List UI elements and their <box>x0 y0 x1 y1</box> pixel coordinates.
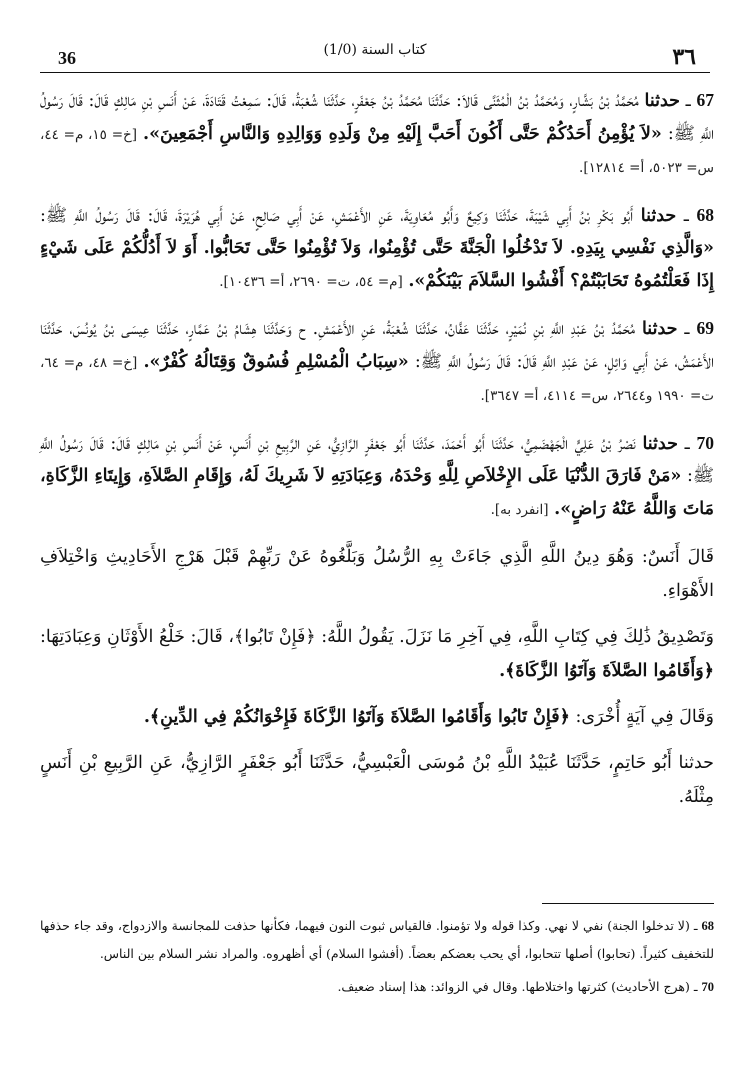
page-header <box>40 34 710 70</box>
hadith-number: 69 <box>696 318 714 338</box>
isnad-text: أَبُو بَكْرِ بْنُ أَبِي شَيْبَةَ، حَدَّثَنَا وَكِيعٌ وَأَبُو مُعَاوِيَةَ، عَنِ الأَعْمَشِ، عَنْ أَبِي صَالِحٍ، عَنْ أَبِي هُرَيْرَةَ، قَالَ: قَالَ رَسُولُ اللَّهِ ﷺ: <box>40 205 634 226</box>
hadith-lead: حدثنا <box>644 91 680 111</box>
hadith-matn: «لاَ يُؤْمِنُ أَحَدُكُمْ حَتَّى أَكُونَ أَحَبَّ إِلَيْهِ مِنْ وَلَدِهِ وَوَالِدِهِ وَالنَّاسِ أَجْمَعِينَ». <box>143 123 662 144</box>
continuation-paragraph <box>40 540 714 608</box>
hadith-number: 67 <box>696 90 714 110</box>
isnad-text: نَصْرُ بْنُ عَلِيٍّ الْجَهْضَمِيُّ، حَدَّثَنَا أَبُو أَحْمَدَ، حَدَّثَنَا أَبُو جَعْفَرٍ الرَّازِيُّ، عَنِ الرَّبِيعِ بْنِ أَنَسٍ، عَنْ أَنَسِ بْنِ مَالِكٍ قَالَ: قَالَ رَسُولُ اللَّهِ ﷺ: <box>40 433 714 486</box>
footnote-number: 70 <box>701 980 714 994</box>
isnad-text: مُحَمَّدُ بْنُ عَبْدِ اللَّهِ بْنِ نُمَيْرٍ، حَدَّثَنَا عَفَّانُ، حَدَّثَنَا شُعْبَةُ، عَنِ الأَعْمَشِ. ح وَحَدَّثَنَا هِشَامُ بْنُ عَمَّارٍ، حَدَّثَنَا عِيسَى بْنُ يُونُسَ، حَدَّثَنَا الأَعْمَشُ، عَنْ أَبِي وَائِلٍ، عَنْ عَبْدِ اللَّهِ قَالَ: قَالَ رَسُولُ اللَّهِ ﷺ: <box>40 319 714 372</box>
continuation-text: قَالَ أَنَسٌ: وَهُوَ دِينُ اللَّهِ الَّذِي جَاءَتْ بِهِ الرُّسُلُ وَبَلَّغُوهُ عَنْ رَبِّهِمْ قَبْلَ هَرْجِ الأَحَادِيثِ وَاخْتِلاَفِ الأَهْوَاءِ. <box>40 547 714 601</box>
hadith-lead: حدثنا <box>641 319 678 339</box>
continuation-paragraph <box>40 700 714 734</box>
hadith-matn: «سِبَابُ الْمُسْلِمِ فُسُوقٌ وَقِتَالُهُ كُفْرٌ». <box>143 351 409 372</box>
continuation-paragraph <box>40 746 714 814</box>
hadith-reference: [خ= ١٥، م= ٤٤، س= ٥٠٢٣، أ= ١٢٨١٤]. <box>40 126 714 176</box>
header-rule <box>40 72 710 73</box>
running-title: (1/0) كتاب السنة <box>323 42 427 58</box>
page-number-latin: 36 <box>58 48 76 68</box>
continuation-text: حدثنا أَبُو حَاتِمٍ، حَدَّثَنَا عُبَيْدُ اللَّهِ بْنُ مُوسَى الْعَبْسِيُّ، حَدَّثَنَا أَبُو جَعْفَرٍ الرَّازِيُّ، عَنِ الرَّبِيعِ بْنِ أَنَسٍ مِثْلَهُ. <box>40 753 714 807</box>
page-number-arabic: ٣٦ <box>672 44 696 70</box>
hadith-number: 70 <box>696 432 714 453</box>
main-text <box>40 84 714 826</box>
hadith-reference: [خ= ٤٨، م= ٦٤، ت= ١٩٩٠ و٢٦٤٤، س= ٤١١٤، أ= ٣٦٤٧]. <box>40 354 714 404</box>
isnad-text: مُحَمَّدُ بْنُ بَشَّارٍ، وَمُحَمَّدُ بْنُ الْمُثَنَّى قَالاَ: حَدَّثَنَا مُحَمَّدُ بْنُ جَعْفَرٍ، حَدَّثَنَا شُعْبَةُ، قَالَ: سَمِعْتُ قَتَادَةَ، عَنْ أَنَسِ بْنِ مَالِكٍ قَالَ: قَالَ رَسُولُ اللَّهِ ﷺ: <box>40 91 714 144</box>
quran-verse: ﴿وَأَقَامُوا الصَّلاَةَ وَآتَوُا الزَّكَاةَ﴾. <box>499 661 714 681</box>
hadith-lead: حدثنا <box>642 433 678 454</box>
continuation-text: وَتَصْدِيقُ ذَٰلِكَ فِي كِتَابِ اللَّهِ، فِي آخِرِ مَا نَزَلَ. يَقُولُ اللَّهُ: ﴿فَإِنْ تَابُوا﴾، قَالَ: خَلْعُ الأَوْثَانِ وَعِبَادَتِهَا: <box>40 627 714 647</box>
hadith-number: 68 <box>696 204 714 225</box>
quran-verse: ﴿فَإِنْ تَابُوا وَأَقَامُوا الصَّلاَةَ وَآتَوُا الزَّكَاةَ فَإِخْوَانُكُمْ فِي الدِّينِ﴾. <box>143 707 570 727</box>
continuation-text: وَقَالَ فِي آيَةٍ أُخْرَى: <box>575 707 714 727</box>
footnote-rule <box>542 903 714 904</box>
hadith-reference: [انفرد به]. <box>490 501 549 518</box>
footnote-68 <box>40 912 714 967</box>
footnote-number: 68 <box>701 919 714 933</box>
hadith-paragraph-69: 69 ـ حدثنا مُحَمَّدُ بْنُ عَبْدِ اللَّهِ بْنِ نُمَيْرٍ، حَدَّثَنَا عَفَّانُ، حَدَّثَنَا شُعْبَةُ، عَنِ الأَعْمَشِ. ح وَحَدَّثَنَا هِشَامُ بْنُ عَمَّارٍ، حَدَّثَنَا عِيسَى بْنُ يُونُسَ، حَدَّثَنَا الأَعْمَشُ، عَنْ أَبِي وَائِلٍ، عَنْ عَبْدِ اللَّهِ قَالَ: قَالَ رَسُولُ اللَّهِ ﷺ: «سِبَابُ الْمُسْلِمِ فُسُوقٌ وَقِتَالُهُ كُفْرٌ». [خ= ٤٨، م= ٦٤، ت= ١٩٩٠ و٢٦٤٤، س= ٤١١٤، أ= ٣٦٤٧]. <box>40 318 714 404</box>
hadith-matn: «مَنْ فَارَقَ الدُّنْيَا عَلَى الإِخْلاَصِ لِلَّهِ وَحْدَهُ، وَعِبَادَتِهِ لاَ شَرِيكَ لَهُ، وَإِقَامِ الصَّلاَةِ، وَإِيتَاءِ الزَّكَاةِ، مَاتَ وَاللَّهُ عَنْهُ رَاضٍ». <box>40 466 714 519</box>
hadith-matn: «وَالَّذِي نَفْسِي بِيَدِهِ. لاَ تَدْخُلُوا الْجَنَّةَ حَتَّى تُؤْمِنُوا، وَلاَ تُؤْمِنُوا حَتَّى تَحَابُّوا. أَوَ لاَ أَدُلُّكُمْ عَلَى شَيْءٍ إِذَا فَعَلْتُمُوهُ تَحَابَبْتُمْ؟ أَفْشُوا السَّلاَمَ بَيْنَكُمْ». <box>40 238 714 291</box>
footnote-text: ـ (هرج الأحاديث) كثرتها واختلاطها. وقال في الزوائد: هذا إسناد ضعيف. <box>337 979 698 994</box>
hadith-paragraph-70: 70 ـ حدثنا نَصْرُ بْنُ عَلِيٍّ الْجَهْضَمِيُّ، حَدَّثَنَا أَبُو أَحْمَدَ، حَدَّثَنَا أَبُو جَعْفَرٍ الرَّازِيُّ، عَنِ الرَّبِيعِ بْنِ أَنَسٍ، عَنْ أَنَسِ بْنِ مَالِكٍ قَالَ: قَالَ رَسُولُ اللَّهِ ﷺ: «مَنْ فَارَقَ الدُّنْيَا عَلَى الإِخْلاَصِ لِلَّهِ وَحْدَهُ، وَعِبَادَتِهِ لاَ شَرِيكَ لَهُ، وَإِقَامِ الصَّلاَةِ، وَإِيتَاءِ الزَّكَاةِ، مَاتَ وَاللَّهُ عَنْهُ رَاضٍ». [انفرد به]. <box>40 432 714 519</box>
footnote-70 <box>40 973 714 1001</box>
footnote-text: ـ (لا تدخلوا الجنة) نفي لا نهي. وكذا قوله ولا تؤمنوا. فالقياس ثبوت النون فيهما، فكأنها حذفت للمجانسة والازدواج، وقد جاء حذفها للتخفيف كثيراً. (تحابوا) أصلها تتحابوا، أي يحب بعضكم بعضاً. (أفشوا السلام) أي أظهروه. والمراد نشر السلام بين الناس. <box>40 918 714 961</box>
continuation-paragraph <box>40 620 714 688</box>
hadith-paragraph-68: 68 ـ حدثنا أَبُو بَكْرِ بْنُ أَبِي شَيْبَةَ، حَدَّثَنَا وَكِيعٌ وَأَبُو مُعَاوِيَةَ، عَنِ الأَعْمَشِ، عَنْ أَبِي صَالِحٍ، عَنْ أَبِي هُرَيْرَةَ، قَالَ: قَالَ رَسُولُ اللَّهِ ﷺ: «وَالَّذِي نَفْسِي بِيَدِهِ. لاَ تَدْخُلُوا الْجَنَّةَ حَتَّى تُؤْمِنُوا، وَلاَ تُؤْمِنُوا حَتَّى تَحَابُّوا. أَوَ لاَ أَدُلُّكُمْ عَلَى شَيْءٍ إِذَا فَعَلْتُمُوهُ تَحَابَبْتُمْ؟ أَفْشُوا السَّلاَمَ بَيْنَكُمْ». [م= ٥٤، ت= ٢٦٩٠، أ= ١٠٤٣٦]. <box>40 204 714 291</box>
hadith-paragraph-67: 67 ـ حدثنا مُحَمَّدُ بْنُ بَشَّارٍ، وَمُحَمَّدُ بْنُ الْمُثَنَّى قَالاَ: حَدَّثَنَا مُحَمَّدُ بْنُ جَعْفَرٍ، حَدَّثَنَا شُعْبَةُ، قَالَ: سَمِعْتُ قَتَادَةَ، عَنْ أَنَسِ بْنِ مَالِكٍ قَالَ: قَالَ رَسُولُ اللَّهِ ﷺ: «لاَ يُؤْمِنُ أَحَدُكُمْ حَتَّى أَكُونَ أَحَبَّ إِلَيْهِ مِنْ وَلَدِهِ وَوَالِدِهِ وَالنَّاسِ أَجْمَعِينَ». [خ= ١٥، م= ٤٤، س= ٥٠٢٣، أ= ١٢٨١٤]. <box>40 90 714 176</box>
hadith-reference: [م= ٥٤، ت= ٢٦٩٠، أ= ١٠٤٣٦]. <box>219 273 403 290</box>
footnotes <box>40 912 714 1007</box>
hadith-lead: حدثنا <box>640 205 677 226</box>
